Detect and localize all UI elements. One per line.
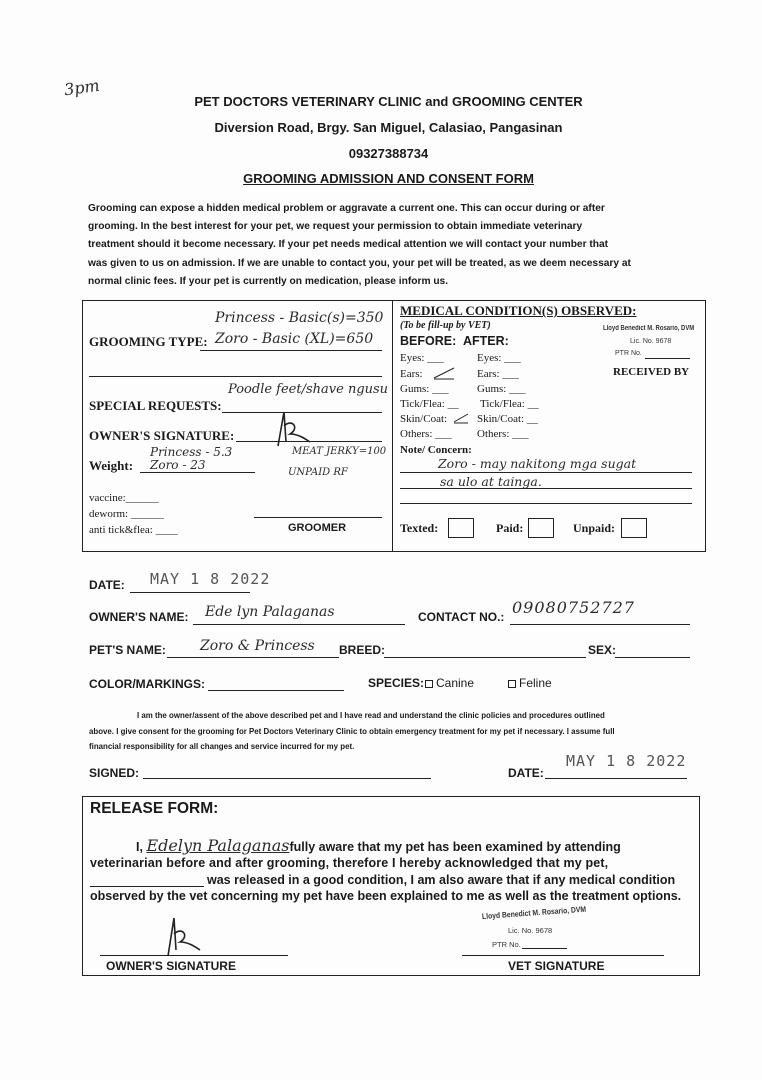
color-markings-label: COLOR/MARKINGS:	[89, 677, 205, 691]
note-line-2	[400, 488, 692, 489]
contact-hand: 09080752727	[512, 598, 635, 617]
vet-stamp-ptr-line	[645, 358, 690, 359]
vet-stamp-lic: Lic. No. 9678	[630, 338, 672, 345]
pet-name-label: PET'S NAME:	[89, 643, 166, 657]
grooming-type-hand-2: Zoro - Basic (XL)=650	[215, 331, 374, 347]
special-requests-label: SPECIAL REQUESTS:	[89, 398, 222, 413]
note-line-1	[400, 472, 692, 473]
owner-release-signature-mark	[150, 914, 210, 958]
release-vet-ptr-line	[522, 948, 567, 949]
intro-line: was given to us on admission. If we are unable to contact you, your pet will be treated, as we deem necessary at	[88, 257, 631, 269]
unpaid-label: Unpaid:	[573, 521, 616, 535]
clinic-phone: 09327388734	[348, 146, 429, 161]
breed-label: BREED:	[339, 643, 386, 657]
texted-checkbox[interactable]	[448, 518, 474, 538]
sex-line	[615, 657, 690, 658]
sex-label: SEX:	[588, 643, 617, 657]
grooming-type-label: GROOMING TYPE:	[89, 334, 208, 349]
groomer-line	[254, 517, 382, 518]
received-by-label: RECEIVED BY	[613, 366, 690, 378]
extra-hand-2: UNPAID RF	[288, 467, 348, 478]
weight-hand-2: Zoro - 23	[150, 458, 206, 472]
special-requests-hand: Poodle feet/shave ngusu	[228, 382, 389, 397]
pet-name-hand: Zoro & Princess	[200, 638, 315, 654]
owner-release-sig-label: OWNER'S SIGNATURE	[106, 959, 236, 973]
owner-signature-label: OWNER'S SIGNATURE:	[89, 428, 235, 443]
owner-signature-mark	[270, 408, 330, 448]
grooming-type-line-2	[89, 376, 382, 377]
release-pet-line	[90, 886, 204, 887]
note-concern-label: Note/ Concern:	[400, 444, 472, 456]
date-line	[130, 592, 250, 593]
groomer-label: GROOMER	[288, 522, 347, 534]
medical-tick-after: Tick/Flea: __	[480, 398, 539, 410]
medical-ears-before: Ears:	[400, 368, 423, 380]
release-line-1-rest: fully aware that my pet has been examined by attending	[289, 840, 621, 854]
form-title: GROOMING ADMISSION AND CONSENT FORM	[243, 171, 534, 186]
vet-stamp-name: Lloyd Benedict M. Rosario, DVM	[603, 325, 695, 332]
vet-stamp-ptr: PTR No.	[615, 350, 642, 357]
species-label: SPECIES:	[368, 676, 425, 690]
pet-name-line	[167, 657, 339, 658]
medical-eyes-before: Eyes: ___	[400, 352, 444, 364]
medical-skin-after: Skin/Coat: __	[477, 413, 538, 425]
contact-label: CONTACT NO.:	[418, 610, 505, 624]
clinic-address: Diversion Road, Brgy. San Miguel, Calasiao, Pangasinan	[214, 120, 563, 135]
weight-line	[140, 472, 255, 473]
medical-gums-after: Gums: ___	[477, 383, 526, 395]
owner-name-label: OWNER'S NAME:	[89, 610, 189, 624]
consent-line: I am the owner/assent of the above described pet and I have read and understand the clinic policies and procedures outlined	[137, 711, 605, 720]
release-line-3: was released in a good condition, I am also aware that if any medical condition	[207, 873, 676, 887]
release-vet-stamp-lic: Lic. No. 9678	[508, 926, 553, 935]
intro-line: normal clinic fees. If your pet is currently on medication, please inform us.	[88, 275, 449, 287]
table-divider	[392, 300, 393, 551]
paid-label: Paid:	[496, 521, 524, 535]
owner-release-sig-line	[100, 955, 288, 956]
owner-name-hand: Ede lyn Palaganas	[205, 604, 335, 620]
feline-checkbox[interactable]	[508, 680, 516, 688]
date-label: DATE:	[89, 578, 125, 592]
before-label: BEFORE:	[400, 334, 457, 348]
feline-label: Feline	[519, 676, 552, 690]
release-line-2: veterinarian before and after grooming, therefore I hereby acknowledged that my pet,	[90, 856, 609, 870]
deworm-label: deworm: ______	[89, 508, 164, 520]
after-label: AFTER:	[463, 334, 509, 348]
vet-sig-line	[462, 955, 664, 956]
consent-date-label: DATE:	[508, 766, 544, 780]
release-line-4: observed by the vet concerning my pet have been explained to me as well as the treatment options.	[90, 889, 682, 903]
consent-date-line	[545, 778, 687, 779]
medical-others-before: Others: ___	[400, 428, 452, 440]
intro-line: treatment should it become necessary. If your pet needs medical attention we will contact your number that	[88, 239, 609, 251]
texted-label: Texted:	[400, 521, 439, 535]
signed-label: SIGNED:	[89, 766, 140, 780]
release-title: RELEASE FORM:	[90, 800, 219, 817]
consent-paragraph	[89, 708, 699, 755]
release-vet-stamp-ptr: PTR No.	[492, 940, 521, 949]
owner-name-line	[193, 624, 405, 625]
note-hand-1: Zoro - may nakitong mga sugat	[438, 456, 637, 471]
intro-line: grooming. In the best interest for your pet, we request your permission to obtain immediate veterinary	[88, 221, 583, 233]
vet-sig-label: VET SIGNATURE	[508, 959, 605, 973]
medical-ears-after: Ears: ___	[477, 368, 519, 380]
medical-title: MEDICAL CONDITION(S) OBSERVED:	[400, 303, 637, 318]
clinic-name: PET DOCTORS VETERINARY CLINIC and GROOMING CENTER	[194, 94, 583, 109]
color-markings-line	[208, 690, 344, 691]
intro-line: Grooming can expose a hidden medical problem or aggravate a current one. This can occur during or after	[88, 203, 605, 214]
grooming-type-hand-1: Princess - Basic(s)=350	[215, 310, 384, 326]
medical-skin-before: Skin/Coat:	[400, 413, 448, 425]
consent-line: above. I give consent for the grooming for Pet Doctors Veterinary Clinic to obtain emergency treatment for my pet if necessary. I assume full	[89, 726, 615, 736]
release-name-hand: Edelyn Palaganas	[146, 836, 290, 855]
intro-paragraph	[88, 200, 698, 291]
canine-label: Canine	[436, 676, 475, 690]
medical-tick-before: Tick/Flea: __	[400, 398, 459, 410]
anti-tick-label: anti tick&flea: ____	[89, 524, 178, 536]
consent-date-stamp: MAY 1 8 2022	[566, 752, 687, 770]
note-line-3	[400, 503, 692, 504]
paid-checkbox[interactable]	[528, 518, 554, 538]
release-i-label: I,	[136, 840, 143, 854]
medical-eyes-after: Eyes: ___	[477, 352, 521, 364]
medical-subtitle: (To be fill-up by VET)	[400, 320, 491, 331]
signed-line	[143, 778, 431, 779]
weight-hand-1: Princess - 5.3	[150, 445, 233, 459]
weight-label: Weight:	[89, 458, 134, 473]
medical-gums-before: Gums: ___	[400, 383, 449, 395]
date-stamp: MAY 1 8 2022	[150, 570, 271, 588]
consent-line: financial responsibility for all changes and service incurred for my pet.	[89, 742, 355, 751]
breed-line	[384, 657, 586, 658]
ears-before-check-mark	[432, 366, 456, 380]
medical-others-after: Others: ___	[477, 428, 529, 440]
note-hand-2: sa ulo at tainga.	[440, 474, 542, 489]
canine-checkbox[interactable]	[425, 680, 433, 688]
unpaid-checkbox[interactable]	[621, 518, 647, 538]
vaccine-label: vaccine:______	[89, 492, 159, 504]
contact-line	[510, 624, 690, 625]
release-line-1	[136, 836, 621, 855]
margin-note: 3pm	[62, 75, 101, 100]
release-vet-stamp-name: Lloyd Benedict M. Rosario, DVM	[481, 904, 587, 921]
skin-before-check-mark	[452, 412, 470, 424]
extra-hand-1: MEAT JERKY=100	[292, 446, 387, 457]
grooming-type-line	[200, 350, 382, 351]
